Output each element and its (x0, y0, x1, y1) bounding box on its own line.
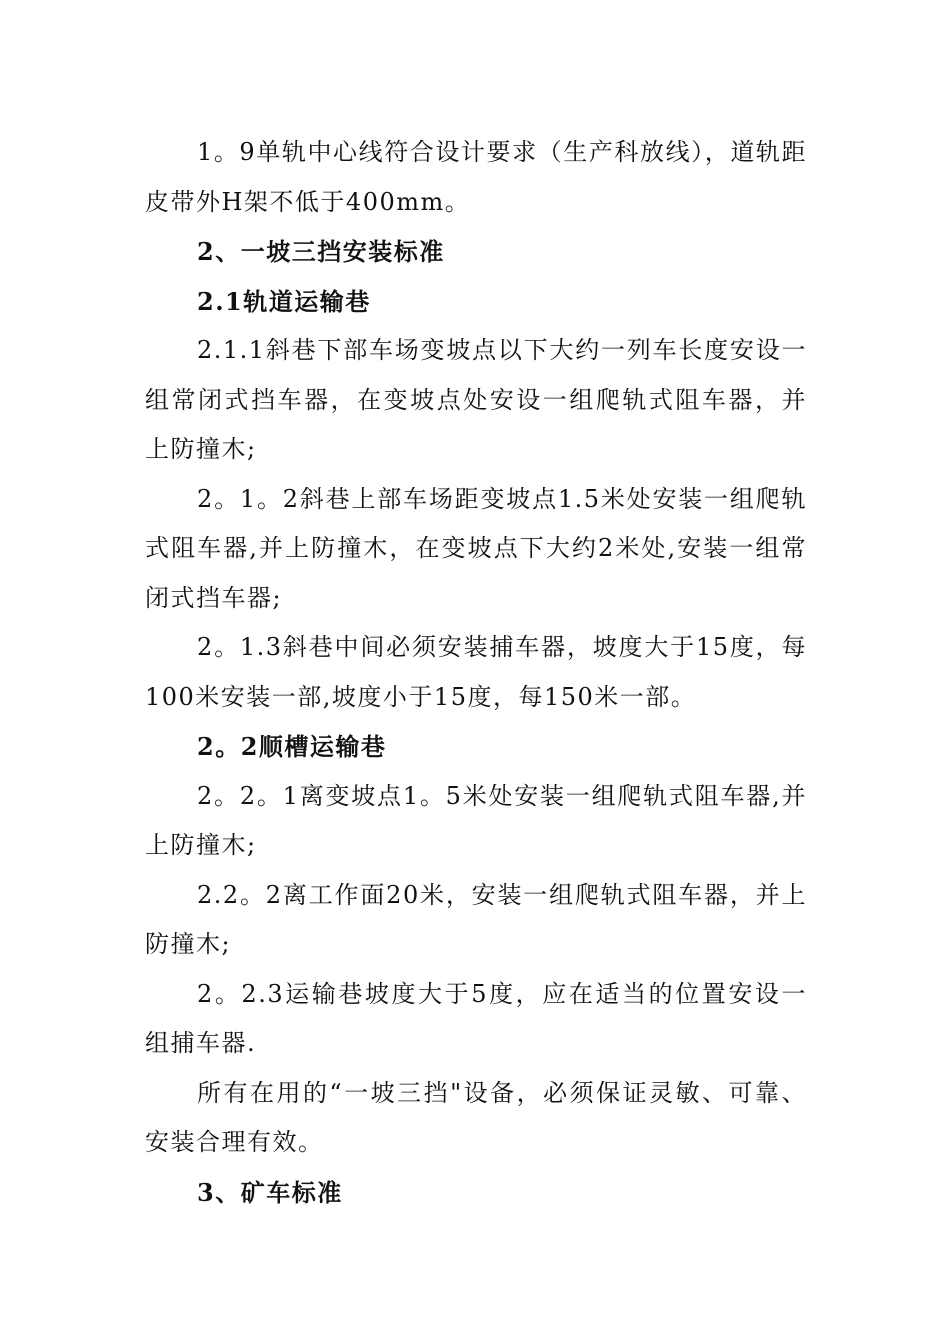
document-body (145, 128, 807, 1217)
paragraph-summary: 所有在用的“一坡三挡"设备，必须保证灵敏、可靠、安装合理有效。 (145, 1078, 807, 1156)
heading-2-1: 2.1轨道运输巷 (197, 286, 371, 316)
paragraph-2-1-1: 2.1.1斜巷下部车场变坡点以下大约一列车长度安设一组常闭式挡车器，在变坡点处安设一组爬轨式阻车器，并上防撞木; (145, 336, 807, 463)
paragraph-2-1-2: 2。1。2斜巷上部车场距变坡点1.5米处安装一组爬轨式阻车器,并上防撞木，在变坡点下大约2米处,安装一组常闭式挡车器; (145, 484, 807, 612)
heading-section-3: 3、矿车标准 (197, 1177, 343, 1207)
paragraph-2-2-1: 2。2。1离变坡点1。5米处安装一组爬轨式阻车器,并上防撞木; (145, 781, 807, 859)
paragraph-2-1-3: 2。1.3斜巷中间必须安装捕车器，坡度大于15度，每100米安装一部,坡度小于15度，每150米一部。 (145, 633, 807, 711)
heading-2-2: 2。2顺槽运输巷 (197, 732, 387, 761)
paragraph-2-2-2: 2.2。2离工作面20米，安装一组爬轨式阻车器，并上防撞木; (145, 880, 807, 958)
paragraph-2-2-3: 2。2.3运输巷坡度大于5度，应在适当的位置安设一组捕车器. (145, 979, 807, 1057)
paragraph-1-9: 1。9单轨中心线符合设计要求（生产科放线），道轨距皮带外H架不低于400mm。 (145, 138, 807, 216)
heading-section-2: 2、一坡三挡安装标准 (197, 237, 445, 266)
